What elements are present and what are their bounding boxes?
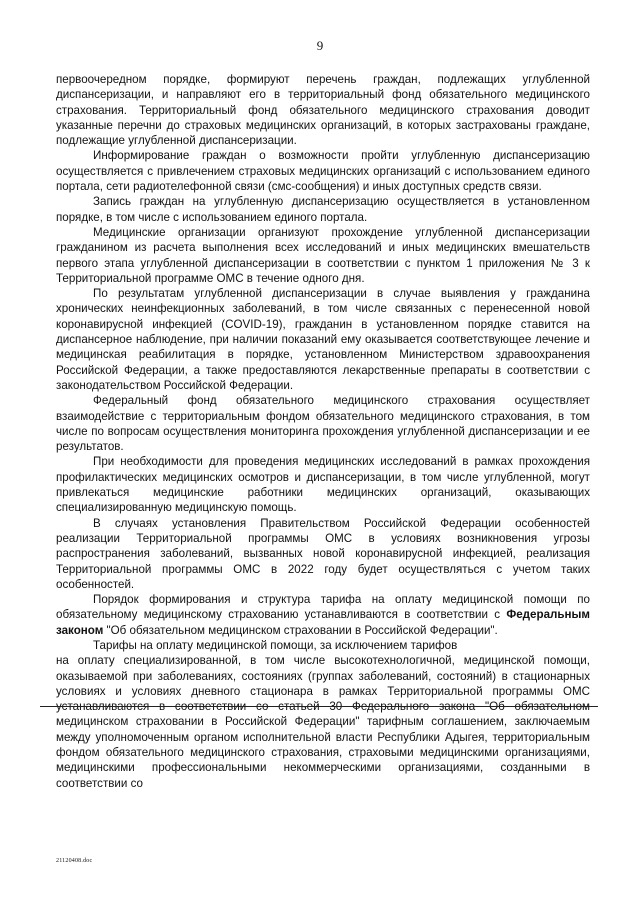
paragraph-2: Информирование граждан о возможности пройти углубленную диспансеризацию осуществляется с привлечением страховых медицинских организаций с использованием единого портала, сети радиотелефонной связи (смс-сообщения) и иных доступных средств связи.: [56, 149, 590, 194]
final-paragraph: на оплату специализированной, в том числе высокотехнологичной, медицинской помощи, оказываемой при заболеваниях, состояниях (группах заболеваний, состояний) в стационарных условиях и условиях дневного стационара в рамках Территориальной программы ОМС устанавливаются в соответствии со статьей 30 Федерального закона "Об обязательном медицинском страховании в Российской Федерации" тарифным соглашением, заключаемым между уполномоченным органом исполнительной власти Республики Адыгея, территориальным фондом обязательного медицинского страхования, страховыми медицинскими организациями, медицинскими профессиональными некоммерческими организациями, созданными в соответствии со: [56, 654, 590, 790]
file-name-footer: 21120408.doc: [56, 858, 93, 864]
paragraph-6: Федеральный фонд обязательного медицинского страхования осуществляет взаимодействие с территориальным фондом обязательного медицинского страхования, в том числе по вопросам осуществления мониторинга прохождения углубленной диспансеризации и ее результатов.: [56, 394, 590, 454]
paragraph-5: По результатам углубленной диспансеризации в случае выявления у гражданина хронических неинфекционных заболеваний, в том числе связанных с перенесенной новой коронавирусной инфекцией (COVID-19), гражданин в установленном порядке ставится на диспансерное наблюдение, при наличии показаний ему оказывается соответствующее лечение и медицинская реабилитация в порядке, установленном Министерством здравоохранения Российской Федерации, а также предоставляются лекарственные препараты в соответствии с законодательством Российской Федерации.: [56, 287, 590, 392]
page-number: 9: [316, 38, 324, 53]
federal-law-link[interactable]: Федеральным законом: [56, 608, 590, 637]
paragraph-8: В случаях установления Правительством Российской Федерации особенностей реализации Территориальной программы ОМС в условиях возникновения угрозы распространения заболеваний, вызванных новой коронавирусной инфекцией, реализация Территориальной программы ОМС в 2022 году будет осуществляться с учетом таких особенностей.: [56, 516, 590, 591]
tariffs-heading: Тарифы на оплату медицинской помощи, за исключением тарифов: [93, 638, 458, 652]
document-body: [56, 72, 590, 791]
paragraph-tariff-structure: [56, 592, 590, 638]
paragraph-7: При необходимости для проведения медицинских исследований в рамках прохождения профилактических медицинских осмотров и диспансеризации, в том числе углубленной, могут привлекаться медицинские работники медицинских организаций, оказывающих специализированную медицинскую помощь.: [56, 455, 590, 515]
paragraph-3: Запись граждан на углубленную диспансеризацию осуществляется в установленном порядке, в том числе с использованием единого портала.: [56, 195, 590, 224]
tariff-text-after: "Об обязательном медицинском страховании в Российской Федерации".: [103, 623, 498, 637]
paragraph-4: Медицинские организации организуют прохождение углубленной диспансеризации гражданином из расчета выполнения всех исследований и иных медицинских вмешательств первого этапа углубленной диспансеризации в соответствии с пунктом 1 приложения № 3 к Территориальной программе ОМС в течение одного дня.: [56, 225, 590, 285]
section-divider: [40, 706, 598, 707]
paragraph-1: первоочередном порядке, формируют перечень граждан, подлежащих углубленной диспансеризации, и направляют его в территориальный фонд обязательного медицинского страхования. Территориальный фонд обязательного медицинского страхования доводит указанные перечни до страховых медицинских организаций, в которых застрахованы граждане, подлежащие углубленной диспансеризации.: [56, 73, 590, 148]
tariff-text-before: Порядок формирования и структура тарифа на оплату медицинской помощи по обязательному медицинскому страхованию устанавливаются в соответствии с: [56, 593, 590, 622]
